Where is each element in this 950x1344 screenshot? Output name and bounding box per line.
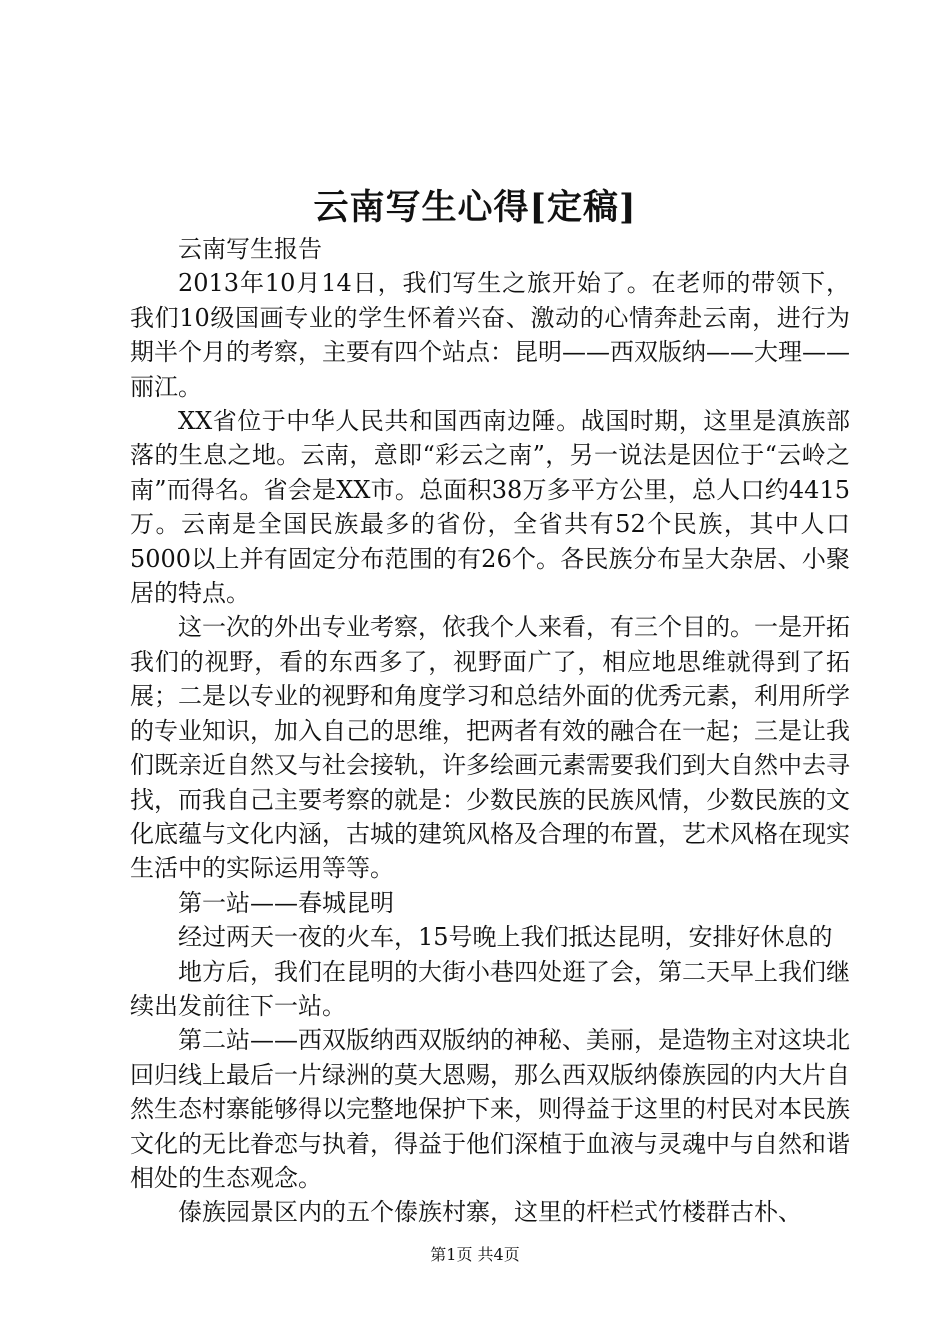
document-body xyxy=(130,232,850,1230)
paragraph: 2013年10月14日，我们写生之旅开始了。在老师的带领下，我们10级国画专业的学生怀着兴奋、激动的心情奔赴云南，进行为期半个月的考察，主要有四个站点：昆明——西双版纳——大理——丽江。 xyxy=(130,269,850,401)
paragraph: 地方后，我们在昆明的大街小巷四处逛了会，第二天早上我们继续出发前往下一站。 xyxy=(130,957,850,1020)
section-heading: 云南写生报告 xyxy=(178,235,322,263)
section-heading: 第一站——春城昆明 xyxy=(178,888,394,917)
document-title: 云南写生心得[定稿] xyxy=(313,187,637,228)
paragraph: 这一次的外出专业考察，依我个人来看，有三个目的。一是开拓我们的视野，看的东西多了，视野面广了，相应地思维就得到了拓展；二是以专业的视野和角度学习和总结外面的优秀元素，利用所学的专业知识，加入自己的思维，把两者有效的融合在一起；三是让我们既亲近自然又与社会接轨，许多绘画元素需要我们到大自然中去寻找，而我自己主要考察的就是：少数民族的民族风情，少数民族的文化底蕴与文化内涵，古城的建筑风格及合理的布置，艺术风格在现实生活中的实际运用等等。 xyxy=(130,613,850,883)
paragraph: 傣族园景区内的五个傣族村寨，这里的杆栏式竹楼群古朴、 xyxy=(178,1198,802,1227)
page-footer: 第1页 共4页 xyxy=(430,1245,520,1264)
paragraph: 经过两天一夜的火车，15号晚上我们抵达昆明，安排好休息的 xyxy=(178,923,833,952)
paragraph: 第二站——西双版纳西双版纳的神秘、美丽，是造物主对这块北回归线上最后一片绿洲的莫大恩赐，那么西双版纳傣族园的内大片自然生态村寨能够得以完整地保护下来，则得益于这里的村民对本民族文化的无比眷恋与执着，得益于他们深植于血液与灵魂中与自然和谐相处的生态观念。 xyxy=(130,1026,850,1192)
paragraph: XX省位于中华人民共和国西南边陲。战国时期，这里是滇族部落的生息之地。云南，意即“彩云之南”，另一说法是因位于“云岭之南”而得名。省会是XX市。总面积38万多平方公里，总人口约4415万。云南是全国民族最多的省份，全省共有52个民族，其中人口5000以上并有固定分布范围的有26个。各民族分布呈大杂居、小聚居的特点。 xyxy=(130,407,850,608)
